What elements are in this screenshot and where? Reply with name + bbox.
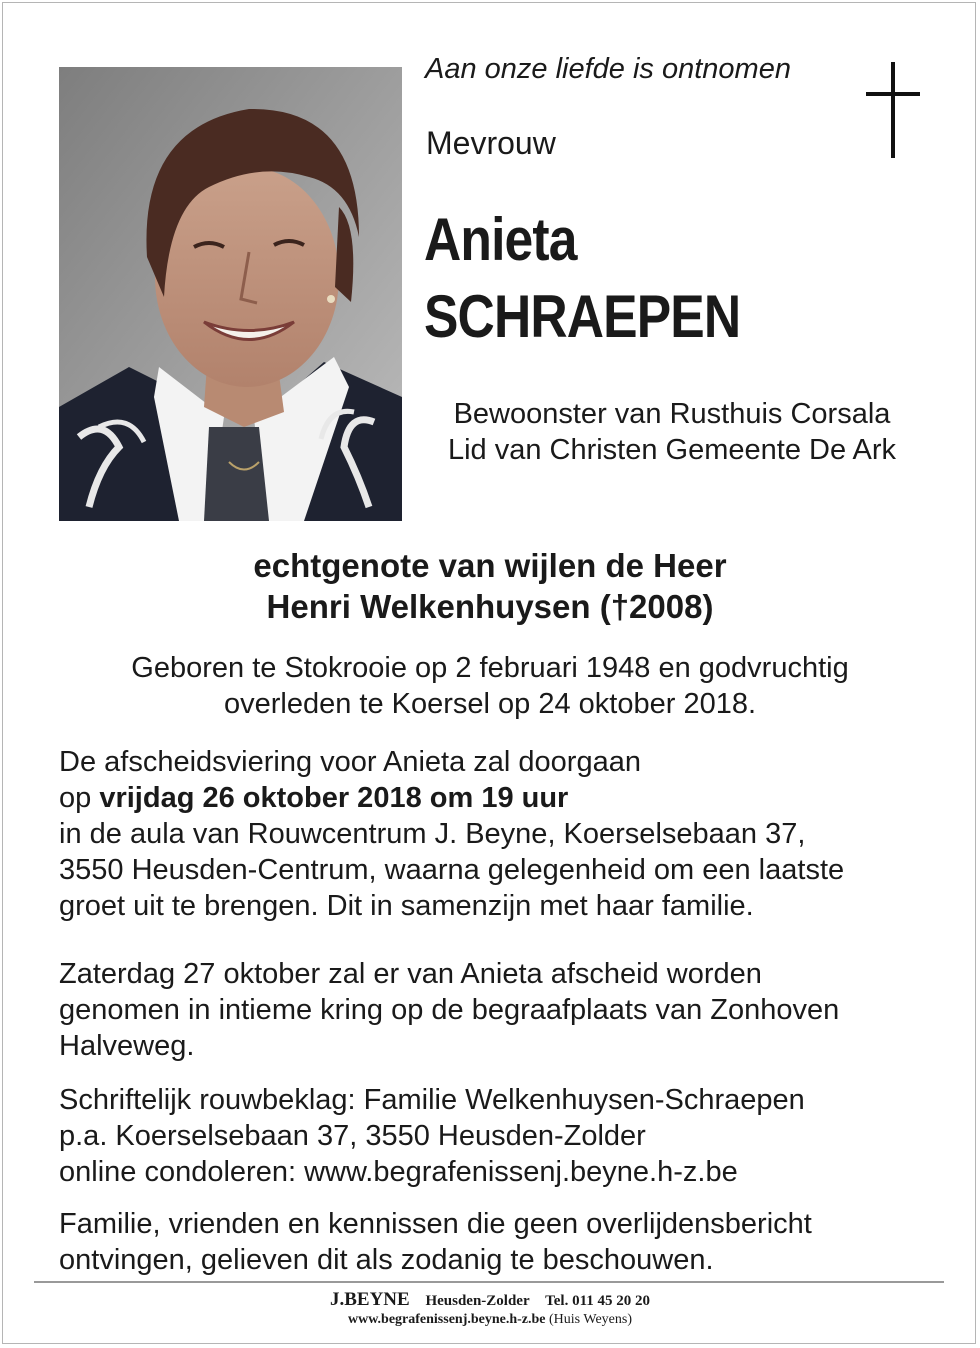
spouse-block bbox=[0, 545, 980, 627]
birth-line: Geboren te Stokrooie op 2 februari 1948 en godvruchtig bbox=[131, 652, 849, 684]
ceremony-line: De afscheidsviering voor Anieta zal doorgaan bbox=[59, 746, 641, 778]
ceremony-line: in de aula van Rouwcentrum J. Beyne, Koerselsebaan 37, bbox=[59, 818, 806, 850]
ceremony-prefix: op bbox=[59, 782, 100, 814]
closing-line: ontvingen, gelieven dit als zodanig te beschouwen. bbox=[59, 1244, 714, 1276]
closing-paragraph bbox=[59, 1206, 959, 1278]
portrait-photo bbox=[59, 67, 402, 521]
funeral-home-branch: (Huis Weyens) bbox=[549, 1312, 633, 1327]
birth-death-block bbox=[0, 650, 980, 722]
roles bbox=[402, 396, 942, 468]
intro-text: Aan onze liefde is ontnomen bbox=[425, 53, 791, 85]
spouse-line: echtgenote van wijlen de Heer bbox=[253, 547, 727, 584]
funeral-home-location: Heusden-Zolder bbox=[425, 1293, 530, 1309]
condolence-paragraph bbox=[59, 1082, 959, 1190]
role-line: Lid van Christen Gemeente De Ark bbox=[447, 434, 897, 466]
first-name: Anieta bbox=[424, 206, 577, 273]
condolence-online: online condoleren: www.begrafenissenj.beyne.h-z.be bbox=[59, 1156, 738, 1188]
ceremony-line: 3550 Heusden-Centrum, waarna gelegenheid om een laatste bbox=[59, 854, 845, 886]
funeral-home-phone: Tel. 011 45 20 20 bbox=[545, 1293, 650, 1309]
footer-line-2 bbox=[0, 1312, 980, 1328]
burial-line: Zaterdag 27 oktober zal er van Anieta afscheid worden bbox=[59, 958, 762, 990]
funeral-home-brand: J.BEYNE bbox=[329, 1289, 410, 1310]
ceremony-datetime: vrijdag 26 oktober 2018 om 19 uur bbox=[99, 782, 569, 814]
footer-line-1 bbox=[0, 1289, 980, 1311]
ceremony-datetime-line bbox=[59, 780, 959, 816]
burial-line: Halveweg. bbox=[59, 1030, 195, 1062]
condolence-address: p.a. Koerselsebaan 37, 3550 Heusden-Zolder bbox=[59, 1120, 646, 1152]
burial-line: genomen in intieme kring op de begraafplaats van Zonhoven bbox=[59, 994, 840, 1026]
spouse-name: Henri Welkenhuysen (†2008) bbox=[266, 588, 714, 625]
last-name: SCHRAEPEN bbox=[424, 283, 741, 350]
funeral-home-website: www.begrafenissenj.beyne.h-z.be bbox=[347, 1312, 546, 1327]
condolence-line: Schriftelijk rouwbeklag: Familie Welkenhuysen-Schraepen bbox=[59, 1084, 805, 1116]
burial-paragraph bbox=[59, 956, 959, 1064]
salutation: Mevrouw bbox=[426, 125, 556, 161]
cross-icon bbox=[864, 62, 924, 167]
ceremony-paragraph bbox=[59, 744, 959, 924]
footer-divider bbox=[34, 1281, 944, 1283]
role-line: Bewoonster van Rusthuis Corsala bbox=[453, 398, 891, 430]
death-line: overleden te Koersel op 24 oktober 2018. bbox=[223, 688, 757, 720]
closing-line: Familie, vrienden en kennissen die geen overlijdensbericht bbox=[59, 1208, 812, 1240]
funeral-home-footer bbox=[0, 1289, 980, 1328]
ceremony-line: groet uit te brengen. Dit in samenzijn met haar familie. bbox=[59, 890, 754, 922]
